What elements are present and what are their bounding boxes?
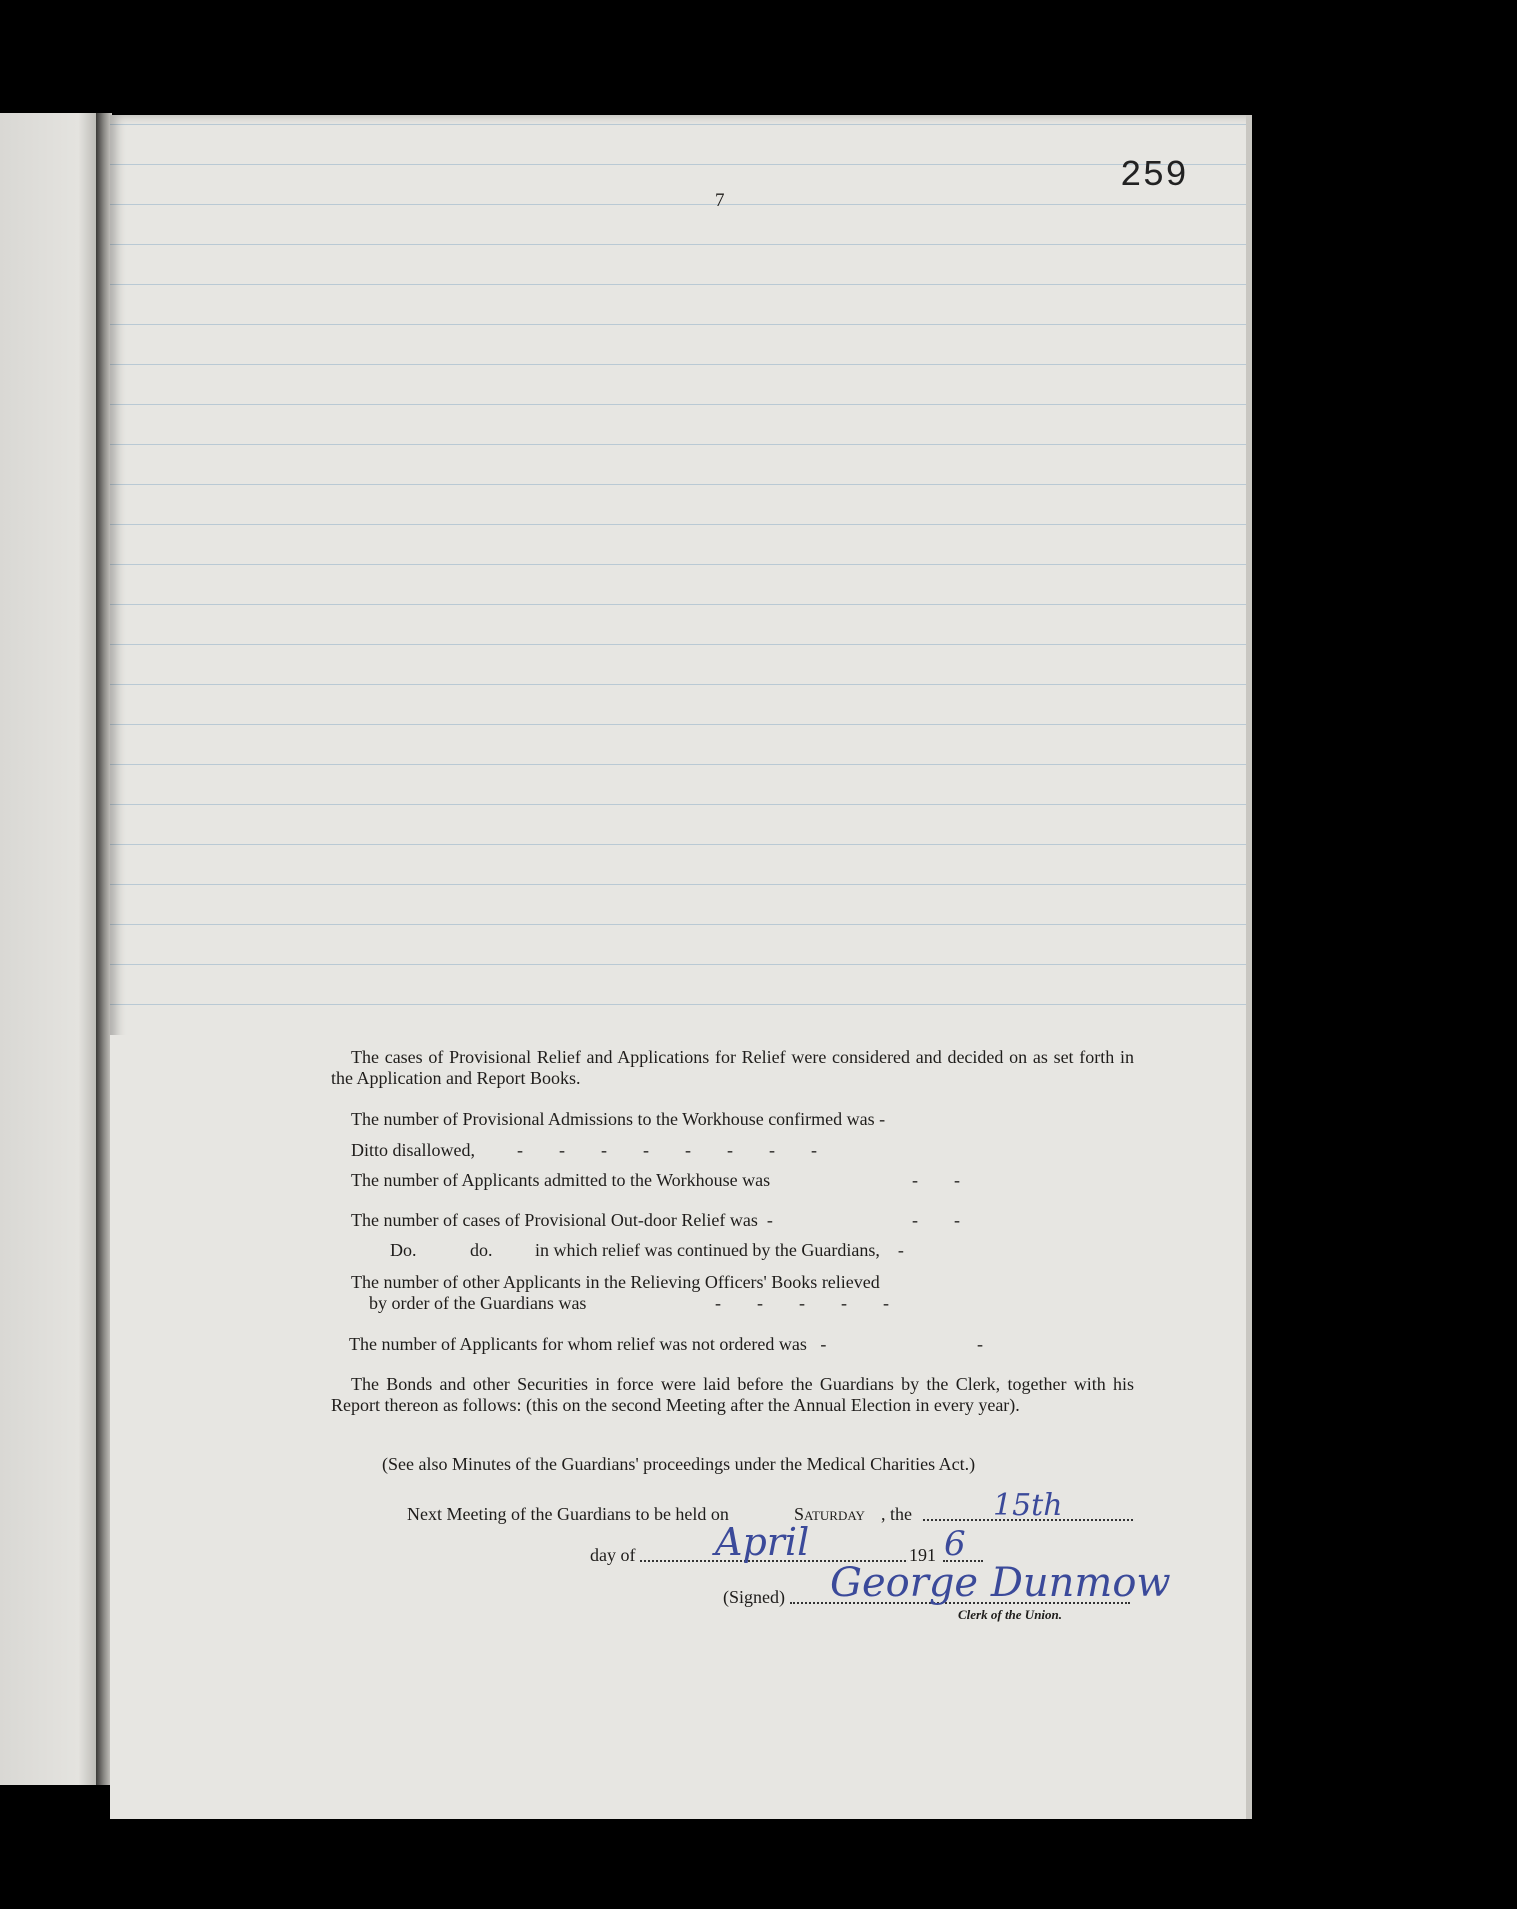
folio-number: 259 [1120,155,1188,196]
left-page [0,113,98,1785]
admitted-dashes: - - [912,1170,960,1190]
handwritten-month: April [715,1520,810,1564]
disallowed-dashes: - - - - - - - - [517,1140,817,1160]
other-applicants-dashes: - - - - - [715,1293,889,1313]
continued-line: in which relief was continued by the Guardians, - [535,1240,904,1260]
handwritten-signature: George Dunmow [830,1560,1171,1606]
disallowed-label: Ditto disallowed, [351,1140,475,1160]
admitted-line: The number of Applicants admitted to the Workhouse was [351,1170,771,1190]
clerk-title: Clerk of the Union. [958,1607,1063,1622]
year-prefix: 191 [909,1545,936,1565]
not-ordered-line: The number of Applicants for whom relief was not ordered was - [349,1334,827,1354]
signed-label: (Signed) [723,1587,785,1607]
not-ordered-dash: - [977,1334,983,1354]
next-meeting-prefix: Next Meeting of the Guardians to be held on [407,1504,729,1524]
day-of-label: day of [590,1545,636,1565]
next-meeting-day: Saturday [794,1504,865,1524]
page-edge [1246,115,1252,1819]
handwritten-year: 6 [944,1524,966,1564]
page-number: 7 [715,190,725,211]
outdoor-line: The number of cases of Provisional Out-door Relief was - [351,1210,773,1230]
do-label: Do. [390,1240,417,1260]
admissions-line: The number of Provisional Admissions to the Workhouse confirmed was - [351,1109,886,1129]
other-applicants-line-1: The number of other Applicants in the Relieving Officers' Books relieved [351,1272,880,1292]
see-also-note: (See also Minutes of the Guardians' proceedings under the Medical Charities Act.) [382,1454,976,1474]
handwritten-date: 15th [993,1488,1063,1523]
bonds-paragraph: The Bonds and other Securities in force were laid before the Guardians by the Clerk, together with his Report thereon as follows: (this on the second Meeting after the Annual Election in every year). [331,1374,1134,1415]
do-ditto: do. [470,1240,493,1260]
next-meeting-the: , the [881,1504,912,1524]
outdoor-dashes: - - [912,1210,960,1230]
other-applicants-line-2: by order of the Guardians was [369,1293,587,1313]
intro-paragraph: The cases of Provisional Relief and Applications for Relief were considered and decided on as set forth in the Application and Report Books. [331,1047,1134,1088]
